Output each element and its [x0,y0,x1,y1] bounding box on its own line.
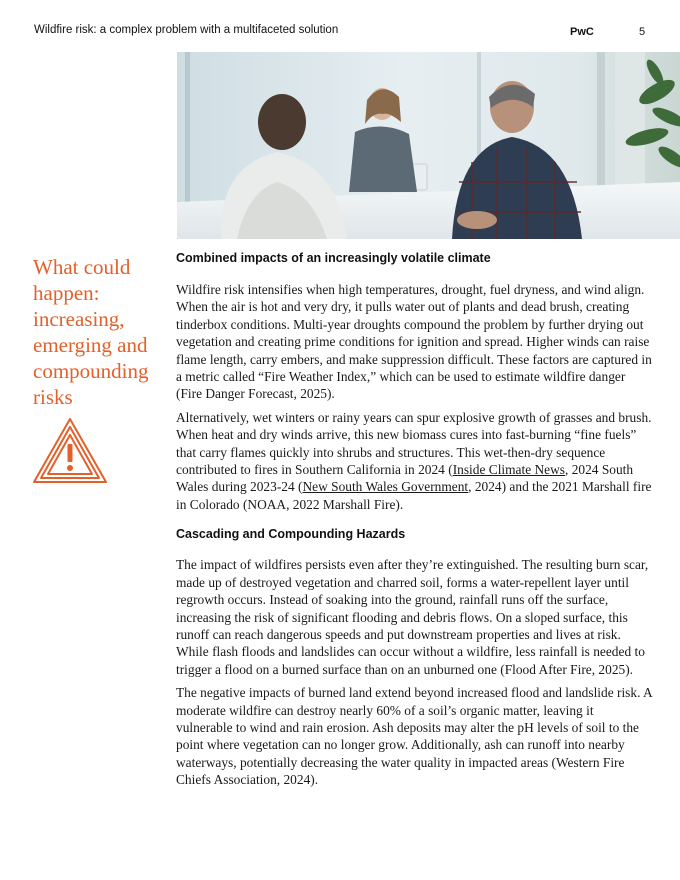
link-nsw-government[interactable]: New South Wales Government [302,479,469,495]
section-heading: Cascading and Compounding Hazards [176,527,406,542]
link-inside-climate-news[interactable]: Inside Climate News [452,462,565,478]
paragraph-text: , 2024 South Wales during 2023-24 ( [176,462,634,495]
warning-triangle-icon [32,417,108,485]
meeting-photo [177,52,680,239]
brand-label: PwC [570,26,594,38]
paragraph-text: , 2024) and the 2021 Marshall fire in Colorado (NOAA, 2022 Marshall Fire). [176,479,652,512]
section-heading: Combined impacts of an increasingly volatile climate [176,251,491,265]
sidebar-heading: What could happen: increasing, emerging and compounding risks [33,255,149,409]
paragraph [176,409,652,513]
paragraph-text: Alternatively, wet winters or rainy years can spur explosive growth of grasses and brush. When heat and dry winds arrive, this new biomass cures into fast-burning “fine fuels” that carry flames quickly into shrubs and structures. This wet-then-dry sequence contributed to fires in Southern California in 2024 ( [176,409,652,478]
page-number: 5 [639,26,646,38]
paragraph: The impact of wildfires persists even after they’re extinguished. The resulting burn scar, made up of destroyed vegetation and charred soil, forms a water-repellent layer until regrowth occurs. Instead of soaking into the ground, rainfall runs off the surface, increasing the risk of significant flooding and debris flows. On a sloped surface, this runoff can reach dangerous speeds and put downstream properties and lives at risk. While flash floods and landslides can occur without a wildfire, less rainfall is needed to trigger a flood on a burned surface than on an unburned one (Flood After Fire, 2025). [176,557,649,677]
main-content [176,251,652,789]
paragraph: Wildfire risk intensifies when high temperatures, drought, fuel dryness, and wind align. When the air is hot and very dry, it pulls water out of plants and dead brush, creating tinderbox conditions. Multi-year droughts compound the problem by further drying out vegetation and creating prime conditions for ignition and spread. Higher winds can raise flame length, carry embers, and make suppression difficult. These factors are captured in a metric called “Fire Weather Index,” which can be used to estimate wildfire danger (Fire Danger Forecast, 2025). [176,282,652,402]
document-title: Wildfire risk: a complex problem with a multifaceted solution [34,24,339,36]
paragraph: The negative impacts of burned land extend beyond increased flood and landslide risk. A moderate wildfire can destroy nearly 60% of a soil’s organic matter, leaving it vulnerable to wind and rain erosion. Ash deposits may alter the pH levels of soil to the point where vegetation can no longer grow. Additionally, ash can runoff into nearby waterways, potentially decreasing the water quality in impacted areas (Western Fire Chiefs Association, 2024). [176,685,652,788]
